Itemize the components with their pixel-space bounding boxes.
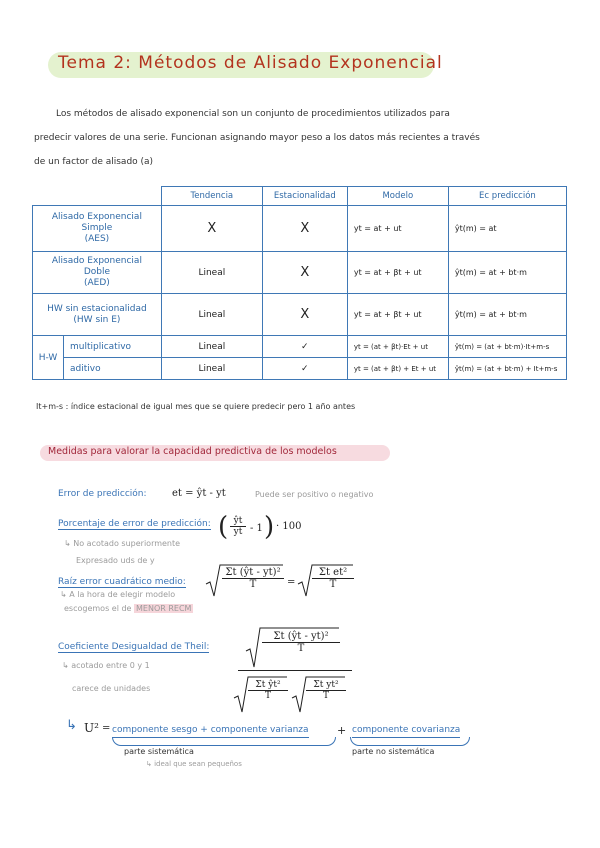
intro-line-1: Los métodos de alisado exponencial son un conjunto de procedimientos utilizados para [56,109,450,119]
table-row [33,294,567,336]
theil-num-fraction: Σt (ŷt - yt)² T [262,631,340,654]
cell-modelo: yt = (at + βt)·Et + ut [347,336,448,358]
pct-times-100: · 100 [276,521,302,532]
col-tendencia: Tendencia [161,187,262,206]
pct-fraction: ŷt yt [230,516,246,537]
cell-estacionalidad: X [262,252,347,294]
rmse-label: Raíz error cuadrático medio: [58,577,186,587]
theil-note-2: carece de unidades [72,684,151,693]
cell-modelo: yt = at + βt + ut [347,294,448,336]
cell-tendencia: Lineal [161,358,262,380]
rmse-fraction-1: Σt (ŷt - yt)² T [222,567,284,590]
pct-error-label: Porcentaje de error de predicción: [58,519,211,529]
rmse-note-2: escogemos el de MENOR RECM [64,604,192,613]
decomp-label-2: parte no sistemática [352,747,435,756]
error-label: Error de predicción: [58,489,147,499]
decomp-part2: componente covarianza [352,725,460,738]
col-modelo: Modelo [347,187,448,206]
row-label-aes: Alisado Exponencial Simple (AES) [33,206,162,252]
decomp-label-1: parte sistemática [124,747,194,756]
row-sub-multiplicativo: multiplicativo [64,336,162,358]
table-corner [33,187,162,206]
cell-prediccion: ŷt(m) = at + bt·m [448,252,566,294]
check-icon: ✓ [262,336,347,358]
cell-prediccion: ŷt(m) = (at + bt·m)·It+m-s [448,336,566,358]
intro-line-2: predecir valores de una serie. Funcionan asignando mayor peso a los datos más recientes a través [34,133,480,143]
rmse-equals: = [287,577,296,588]
table-row [33,252,567,294]
seasonal-index-note: It+m-s : índice estacional de igual mes que se quiere predecir pero 1 año antes [36,402,356,411]
decomp-eq: = [102,723,111,734]
decomp-brace-2 [350,737,470,746]
theil-note-1: ↳ acotado entre 0 y 1 [62,661,150,670]
cell-prediccion: ŷt(m) = at [448,206,566,252]
methods-table [32,186,567,380]
table-row [33,358,567,380]
section-title: Medidas para valorar la capacidad predictiva de los modelos [48,446,337,457]
cell-modelo: yt = (at + βt) + Et + ut [347,358,448,380]
page-title: Tema 2: Métodos de Alisado Exponencial [58,53,443,73]
table-header-row [33,187,567,206]
row-label-hw: H-W [33,336,64,380]
row-sub-aditivo: aditivo [64,358,162,380]
error-comment: Puede ser positivo o negativo [255,490,374,499]
cell-estacionalidad: X [262,294,347,336]
decomp-u2: U² [84,721,99,735]
cell-modelo: yt = at + ut [347,206,448,252]
cell-tendencia: Lineal [161,294,262,336]
error-formula: et = ŷt - yt [172,488,226,499]
decomp-arrow-icon: ↳ [66,718,77,733]
intro-line-3: de un factor de alisado (a) [34,157,154,167]
cell-estacionalidad: X [262,206,347,252]
row-label-aed: Alisado Exponencial Doble (AED) [33,252,162,294]
row-label-hw-sin-e: HW sin estacionalidad (HW sin E) [33,294,162,336]
cell-tendencia: X [161,206,262,252]
table-row [33,206,567,252]
theil-fraction-bar [238,670,352,671]
decomp-note: ↳ ideal que sean pequeños [146,760,242,768]
pct-note-1: ↳ No acotado superiormente [64,539,181,548]
cell-tendencia: Lineal [161,336,262,358]
rmse-note-highlight: MENOR RECM [136,604,192,613]
col-estacionalidad: Estacionalidad [262,187,347,206]
paren-close: ) [264,512,275,542]
col-prediccion: Ec predicción [448,187,566,206]
cell-modelo: yt = at + βt + ut [347,252,448,294]
decomp-brace-1 [112,737,336,746]
theil-label: Coeficiente Desigualdad de Theil: [58,642,210,652]
paren-open: ( [218,512,229,542]
cell-tendencia: Lineal [161,252,262,294]
rmse-note-1: ↳ A la hora de elegir modelo [60,590,176,599]
cell-prediccion: ŷt(m) = at + bt·m [448,294,566,336]
check-icon: ✓ [262,358,347,380]
pct-minus-one: - 1 [250,523,263,534]
decomp-plus: + [337,724,347,737]
decomp-part1: componente sesgo + componente varianza [112,725,309,738]
intro-paragraph [34,102,544,174]
theil-den-fraction-1: Σt ŷt² T [248,680,288,701]
cell-prediccion: ŷt(m) = (at + bt·m) + It+m-s [448,358,566,380]
rmse-fraction-2: Σt et² T [312,567,354,590]
pct-note-2: Expresado uds de y [76,556,155,565]
table-row [33,336,567,358]
theil-den-fraction-2: Σt yt² T [306,680,346,701]
